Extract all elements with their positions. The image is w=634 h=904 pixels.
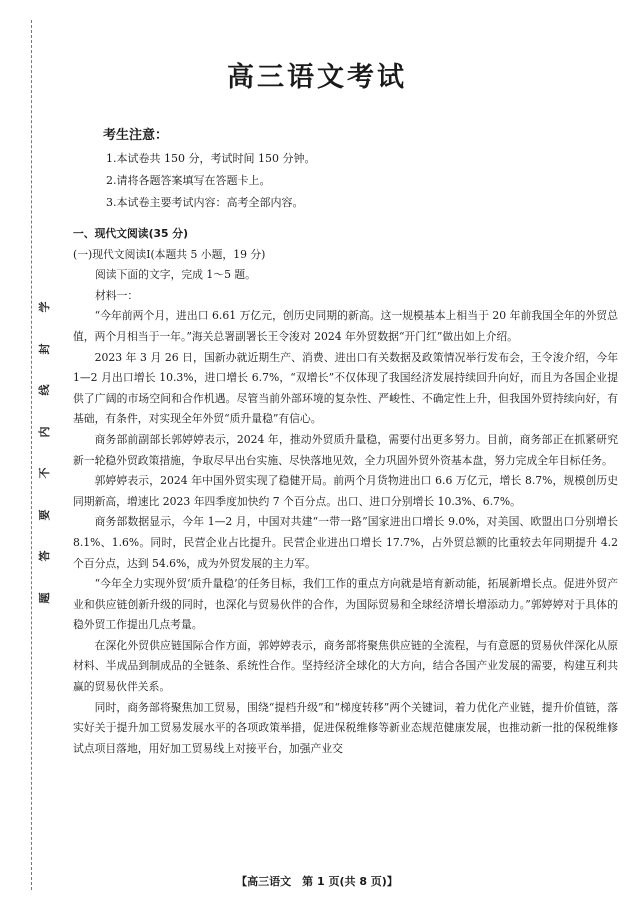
notice-item: 2.请将各题答案填写在答题卡上。 <box>106 174 271 187</box>
notice-heading: 考生注意： <box>103 128 169 143</box>
binding-char: 封 <box>38 343 51 355</box>
binding-char: 答 <box>38 550 51 562</box>
passage-paragraph: “今年全力实现外贸‘质升量稳’的任务目标，我们工作的重点方向就是培育新动能，拓展新增长点。促进外贸产业和供应链创新升级的同时，也深化与贸易伙伴的合作，为国际贸易和全球经济增长增添动力。”郭婷婷对于具体的稳外贸工作提出几点考量。 <box>73 577 618 632</box>
section-subtitle: (一)现代文阅读Ⅰ(本题共 5 小题，19 分) <box>73 247 266 261</box>
passage-paragraph: 在深化外贸供应链国际合作方面，郭婷婷表示，商务部将聚焦供应链的全流程，与有意愿的贸易伙伴深化从原材料、半成品到制成品的全链条、系统性合作。坚持经济全球化的大方向，结合各国产业发展的需要，构建互利共赢的贸易伙伴关系。 <box>73 638 618 694</box>
section-title: 一、现代文阅读(35 分) <box>73 227 189 240</box>
material-label: 材料一： <box>95 288 139 302</box>
notice-item: 3.本试卷主要考试内容：高考全部内容。 <box>106 196 304 209</box>
binding-char: 题 <box>38 592 51 604</box>
reading-instruction: 阅读下面的文字，完成 1～5 题。 <box>95 268 256 282</box>
notice-item: 1.本试卷共 150 分，考试时间 150 分钟。 <box>106 152 316 165</box>
binding-char: 不 <box>38 467 51 479</box>
passage-paragraph: 同时，商务部将聚焦加工贸易，围绕“提档升级”和“梯度转移”两个关键词，着力优化产业链，提升价值链，落实好关于提升加工贸易发展水平的各项政策举措，促进保税维修等新业态规范健康发展，也推动新一批的保税维修试点项目落地，用好加工贸易线上对接平台，加强产业交 <box>73 700 618 755</box>
exam-notice <box>103 124 523 214</box>
page-footer: 【高三语文 第 1 页(共 8 页)】 <box>236 875 398 888</box>
page-title: 高三语文考试 <box>227 62 407 93</box>
binding-char: 要 <box>38 509 51 521</box>
passage-paragraph: “今年前两个月，进出口 6.61 万亿元，创历史同期的新高。这一规模基本上相当于 20 年前我国全年的外贸总值，两个月相当于一年。”海关总署副署长王令浚对 2024 年外贸数据“开门红”做出如上介绍。 <box>73 309 618 343</box>
passage-paragraph: 郭婷婷表示，2024 年中国外贸实现了稳健开局。前两个月货物进出口 6.6 万亿元，增长 8.7%，规模创历史同期新高，增速比 2023 年四季度加快约 7 个百分点。出口、进口分别增长 10.3%、6.7%。 <box>73 474 618 508</box>
binding-char: 内 <box>38 426 51 438</box>
binding-char: 学 <box>38 301 51 313</box>
passage-paragraph: 商务部前副部长郭婷婷表示，2024 年，推动外贸质升量稳，需要付出更多努力。目前，商务部正在抓紧研究新一轮稳外贸政策措施，争取尽早出台实施、尽快落地见效，全力巩固外贸外资基本盘，努力完成全年目标任务。 <box>73 432 618 467</box>
passage-paragraph: 2023 年 3 月 26 日，国新办就近期生产、消费、进出口有关数据及政策情况举行发布会，王令浚介绍，今年 1—2 月出口增长 10.3%，进口增长 6.7%，“双增长”不仅体现了我国经济发展持续回升向好，而且为各国企业提供了广阔的市场空间和合作机遇。尽管当前外部环境的复杂性、严峻性、不确定性上升，但我国外贸持续向好，有基础，有条件，对实现全年外贸“质升量稳”有信心。 <box>73 350 618 426</box>
binding-char: 线 <box>38 384 51 396</box>
binding-dashed-line <box>31 20 32 890</box>
passage-paragraph: 商务部数据显示，今年 1—2 月，中国对共建“一带一路”国家进出口增长 9.0%，对美国、欧盟出口分别增长 8.1%、1.6%。同时，民营企业占比提升。民营企业进出口增长 17.7%，占外贸总额的比重较去年同期提升 4.2 个百分点，达到 54.6%，成为外贸发展的主力军。 <box>73 515 618 570</box>
binding-margin <box>10 20 51 890</box>
reading-section <box>73 224 618 759</box>
binding-text <box>38 300 52 605</box>
